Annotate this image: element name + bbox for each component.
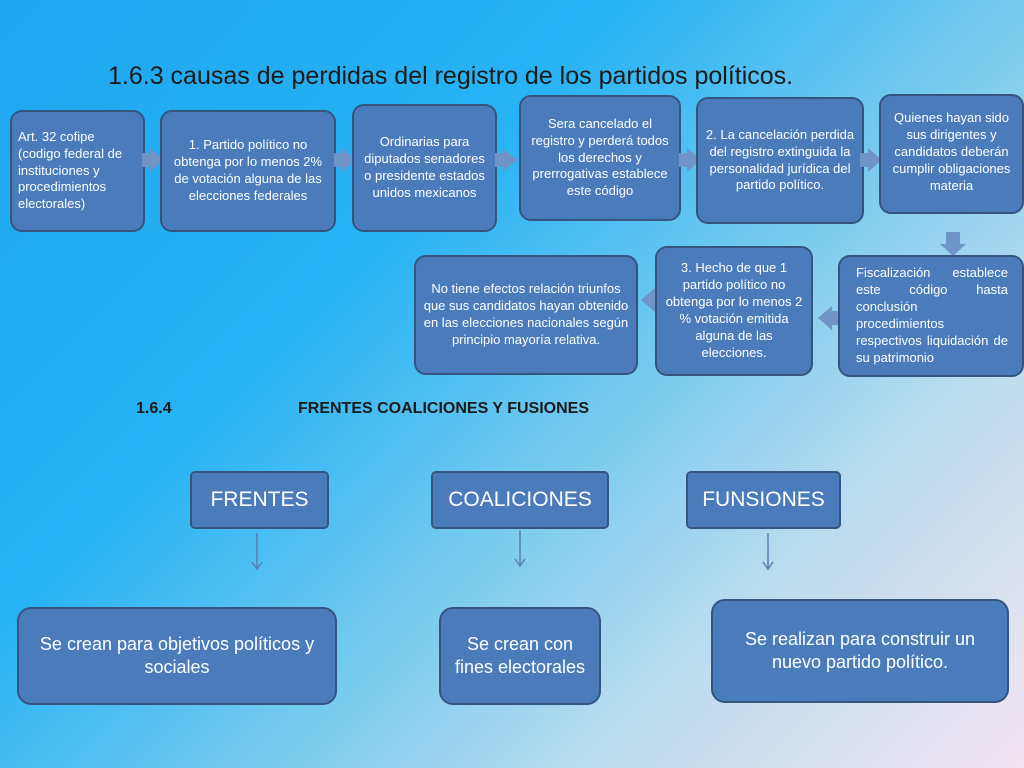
flow-box-hecho bbox=[655, 246, 813, 376]
category-coaliciones-label: COALICIONES bbox=[448, 488, 592, 511]
category-frentes bbox=[190, 471, 329, 529]
flow-box-partido-2pct-text: 1. Partido político no obtenga por lo menos 2% de votación alguna de las elecciones federales bbox=[173, 137, 323, 203]
section-heading: FRENTES COALICIONES Y FUSIONES bbox=[298, 400, 590, 417]
description-coaliciones-text: Se crean con fines electorales bbox=[454, 633, 586, 677]
flow-box-art32 bbox=[10, 110, 145, 232]
flow-box-ordinarias-text: Ordinarias para diputados senadores o presidente estados unidos mexicanos bbox=[364, 134, 485, 200]
thin-arrow-down-icon bbox=[251, 533, 263, 571]
thin-arrow-down-icon bbox=[762, 533, 774, 571]
flow-box-dirigentes-text: Quienes hayan sido sus dirigentes y candidatos deberán cumplir obligaciones materia bbox=[892, 110, 1011, 193]
description-frentes-text: Se crean para objetivos políticos y sociales bbox=[39, 633, 315, 677]
flow-box-cancelacion-text: 2. La cancelación perdida del registro extinguida la personalidad jurídica del partido político. bbox=[705, 126, 855, 193]
flow-box-hecho-text: 3. Hecho de que 1 partido político no obtenga por lo menos 2 % votación emitida alguna de las elecciones. bbox=[665, 260, 803, 360]
section-number: 1.6.4 bbox=[136, 400, 172, 417]
flow-box-fiscalizacion-text: Fiscalización establece este código hasta conclusión procedimientos respectivos liquidación de su patrimonio bbox=[856, 265, 1008, 365]
flow-box-fiscalizacion bbox=[838, 255, 1024, 377]
flow-box-dirigentes bbox=[879, 94, 1024, 214]
flow-box-cancelacion bbox=[696, 97, 864, 224]
flow-box-ordinarias bbox=[352, 104, 497, 232]
category-funsiones-label: FUNSIONES bbox=[702, 488, 825, 511]
flow-box-cancelado bbox=[519, 95, 681, 221]
description-funsiones bbox=[711, 599, 1009, 703]
category-frentes-label: FRENTES bbox=[210, 488, 309, 511]
description-funsiones-text: Se realizan para construir un nuevo partido político. bbox=[744, 628, 976, 672]
flow-box-art32-text: Art. 32 cofipe (codigo federal de instituciones y procedimientos electorales) bbox=[18, 128, 123, 212]
arrow-right-icon bbox=[503, 148, 517, 172]
page-title: 1.6.3 causas de perdidas del registro de los partidos políticos. bbox=[108, 62, 794, 90]
category-funsiones bbox=[686, 471, 841, 529]
category-coaliciones bbox=[431, 471, 609, 529]
flow-box-no-efectos-text: No tiene efectos relación triunfos que sus candidatos hayan obtenido en las elecciones nacionales según principio mayoría relativa. bbox=[423, 281, 629, 347]
description-coaliciones bbox=[439, 607, 601, 705]
flow-box-no-efectos bbox=[414, 255, 638, 375]
flow-box-partido-2pct bbox=[160, 110, 336, 232]
description-frentes bbox=[17, 607, 337, 705]
arrow-left-icon bbox=[818, 306, 832, 330]
flow-box-cancelado-text: Sera cancelado el registro y perderá todos los derechos y prerrogativas establece este código bbox=[531, 115, 669, 199]
arrow-left-icon bbox=[641, 288, 655, 312]
thin-arrow-down-icon bbox=[514, 530, 526, 568]
